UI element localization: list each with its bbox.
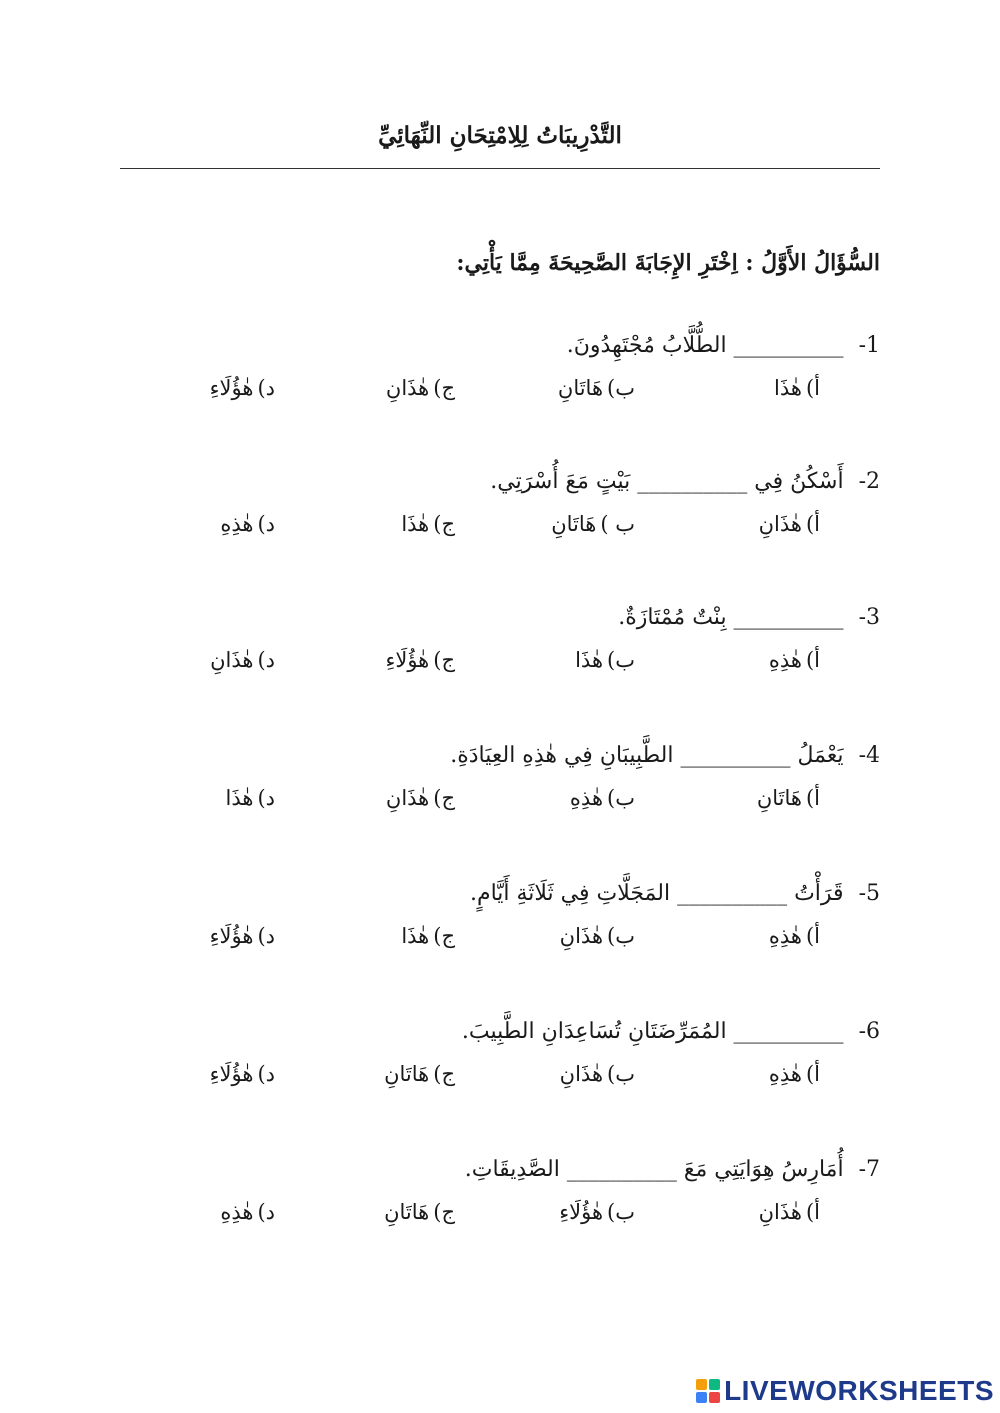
question-stem	[120, 876, 880, 912]
option-a[interactable]	[769, 1056, 820, 1092]
question-item	[120, 1014, 880, 1092]
option-key: ب)	[607, 1200, 635, 1224]
question-item	[120, 1152, 880, 1230]
option-key: ب)	[607, 648, 635, 672]
option-text: هٰذَانِ	[559, 1062, 604, 1086]
option-text: هٰذِهِ	[768, 648, 802, 672]
question-text: __________ الطُّلَّابُ مُجْتَهِدُونَ.	[566, 333, 844, 358]
question-stem	[120, 464, 880, 500]
option-key: د)	[257, 648, 275, 672]
option-key: أ)	[805, 1200, 820, 1224]
option-key: د)	[257, 786, 275, 810]
option-key: د)	[257, 376, 275, 400]
option-key: ج)	[433, 1062, 455, 1086]
option-key: ج)	[433, 786, 455, 810]
option-text: هٰؤُلَاءِ	[559, 1200, 604, 1224]
option-a[interactable]	[769, 642, 820, 678]
option-c[interactable]	[384, 1194, 455, 1230]
question-number: -6	[858, 1019, 880, 1044]
option-b[interactable]	[551, 506, 635, 542]
option-key: أ)	[805, 1062, 820, 1086]
option-key: أ)	[805, 512, 820, 536]
option-d[interactable]	[220, 506, 275, 542]
option-key: ج)	[433, 1200, 455, 1224]
option-text: هَاتَانِ	[384, 1200, 430, 1224]
option-b[interactable]	[575, 642, 635, 678]
question-number: -5	[858, 881, 880, 906]
question-item	[120, 738, 880, 816]
option-d[interactable]	[210, 1056, 275, 1092]
option-key: د)	[257, 512, 275, 536]
question-item	[120, 876, 880, 954]
option-a[interactable]	[759, 1194, 820, 1230]
option-c[interactable]	[385, 642, 455, 678]
question-number: -2	[858, 469, 880, 494]
question-number: -3	[858, 605, 880, 630]
page-title: التَّدْرِيبَاتُ لِلِامْتِحَانِ النِّهَائِيِّ	[378, 122, 622, 149]
option-text: هَاتَانِ	[551, 512, 597, 536]
option-c[interactable]	[401, 506, 455, 542]
question-text: __________ بِنْتٌ مُمْتَازَةٌ.	[618, 605, 844, 630]
logo-square	[709, 1379, 720, 1390]
option-key: د)	[257, 1200, 275, 1224]
option-text: هٰذِهِ	[569, 786, 604, 810]
option-key: ب)	[607, 1062, 635, 1086]
option-text: هٰذَا	[401, 512, 430, 536]
option-c[interactable]	[401, 918, 455, 954]
option-b[interactable]	[570, 780, 635, 816]
option-d[interactable]	[210, 370, 275, 406]
option-text: هٰذَا	[225, 786, 254, 810]
option-key: ب )	[600, 512, 635, 536]
option-c[interactable]	[386, 370, 455, 406]
question-text: قَرَأْتُ __________ المَجَلَّاتِ فِي ثَلَاثَةِ أَيَّامٍ.	[469, 881, 844, 906]
liveworksheets-logo[interactable]	[696, 1375, 994, 1407]
option-key: ب)	[607, 376, 635, 400]
answer-options	[120, 370, 880, 406]
option-a[interactable]	[769, 918, 820, 954]
option-text: هٰذَانِ	[385, 786, 430, 810]
question-text: يَعْمَلُ __________ الطَّبِيبَانِ فِي هٰذِهِ العِيَادَةِ.	[450, 743, 844, 768]
option-text: هٰذِهِ	[220, 512, 254, 536]
option-text: هَاتَانِ	[557, 376, 604, 400]
question-number: -4	[858, 743, 880, 768]
option-text: هٰذَانِ	[210, 648, 254, 672]
option-key: ب)	[607, 924, 635, 948]
question-stem	[120, 600, 880, 636]
question-stem	[120, 738, 880, 774]
option-d[interactable]	[210, 642, 275, 678]
question-item	[120, 600, 880, 678]
option-d[interactable]	[210, 918, 275, 954]
option-text: هٰذَا	[401, 924, 430, 948]
option-text: هٰذِهِ	[220, 1200, 254, 1224]
option-text: هٰذَانِ	[559, 924, 604, 948]
answer-options	[120, 642, 880, 678]
option-d[interactable]	[220, 1194, 275, 1230]
question-instruction: السُّؤَالُ الأَوَّلُ : اِخْتَرِ الإِجَابَةَ الصَّحِيحَةَ مِمَّا يَأْتِي:	[456, 250, 880, 276]
option-b[interactable]	[558, 370, 635, 406]
option-key: د)	[257, 924, 275, 948]
option-b[interactable]	[560, 1056, 635, 1092]
option-key: أ)	[805, 924, 820, 948]
title-divider	[120, 168, 880, 169]
question-number: -1	[858, 333, 880, 358]
option-text: هٰذِهِ	[768, 924, 802, 948]
question-stem	[120, 328, 880, 364]
question-stem	[120, 1152, 880, 1188]
option-key: أ)	[805, 786, 820, 810]
option-text: هٰذَانِ	[385, 376, 430, 400]
answer-options	[120, 780, 880, 816]
option-text: هَاتَانِ	[756, 786, 802, 810]
option-c[interactable]	[386, 780, 455, 816]
liveworksheets-logo-icon	[696, 1379, 720, 1403]
option-text: هَاتَانِ	[384, 1062, 430, 1086]
option-b[interactable]	[560, 918, 635, 954]
option-text: هٰؤُلَاءِ	[209, 376, 254, 400]
option-key: أ)	[805, 376, 820, 400]
option-text: هٰؤُلَاءِ	[209, 924, 254, 948]
option-text: هٰذَانِ	[758, 1200, 802, 1224]
option-d[interactable]	[226, 780, 275, 816]
question-text: __________ المُمَرِّضَتَانِ تُسَاعِدَانِ الطَّبِيبَ.	[461, 1019, 844, 1044]
question-item	[120, 464, 880, 542]
option-text: هٰذَا	[774, 376, 802, 400]
question-number: -7	[858, 1157, 880, 1182]
logo-square	[709, 1392, 720, 1403]
option-text: هٰؤُلَاءِ	[385, 648, 430, 672]
option-a[interactable]	[774, 370, 820, 406]
logo-text: LIVEWORKSHEETS	[724, 1375, 994, 1406]
option-text: هٰذِهِ	[768, 1062, 802, 1086]
option-a[interactable]	[757, 780, 820, 816]
option-key: أ)	[805, 648, 820, 672]
option-key: د)	[257, 1062, 275, 1086]
option-c[interactable]	[384, 1056, 455, 1092]
option-text: هٰذَانِ	[758, 512, 802, 536]
logo-square	[696, 1392, 707, 1403]
option-a[interactable]	[759, 506, 820, 542]
question-text: أَسْكُنُ فِي __________ بَيْتٍ مَعَ أُسْرَتِي.	[490, 469, 844, 494]
answer-options	[120, 506, 880, 542]
question-stem	[120, 1014, 880, 1050]
answer-options	[120, 1194, 880, 1230]
answer-options	[120, 1056, 880, 1092]
option-b[interactable]	[559, 1194, 635, 1230]
logo-square	[696, 1379, 707, 1390]
option-key: ب)	[607, 786, 635, 810]
option-key: ج)	[433, 512, 455, 536]
question-text: أُمَارِسُ هِوَايَتِي مَعَ __________ الصَّدِيقَاتِ.	[464, 1157, 844, 1182]
option-text: هٰذَا	[575, 648, 604, 672]
option-key: ج)	[433, 648, 455, 672]
option-text: هٰؤُلَاءِ	[209, 1062, 254, 1086]
option-key: ج)	[433, 924, 455, 948]
answer-options	[120, 918, 880, 954]
option-key: ج)	[433, 376, 455, 400]
question-item	[120, 328, 880, 406]
